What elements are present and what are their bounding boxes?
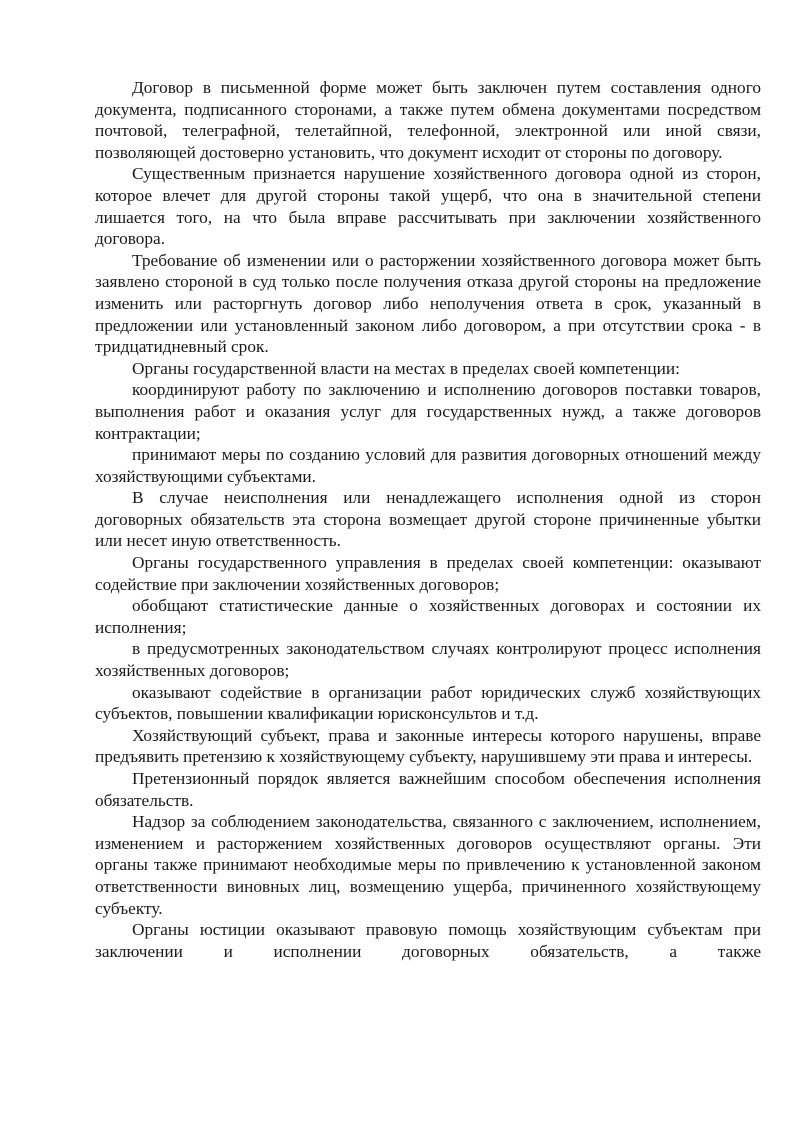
- paragraph: Органы государственного управления в пределах своей компетенции: оказывают содействие при заключении хозяйственных договоров;: [95, 553, 761, 594]
- paragraph: оказывают содействие в организации работ юридических служб хозяйствующих субъектов, повышении квалификации юрисконсультов и т.д.: [95, 682, 761, 724]
- paragraph: Надзор за соблюдением законодательства, связанного с заключением, исполнением, изменением и расторжением хозяйственных договоров осуществляют органы. Эти органы также принимают необходимые меры по привлечению к установленной законом ответственности виновных лиц, возмещению ущерба, причиненного хозяйствующему субъекту.: [95, 812, 761, 918]
- paragraph: в предусмотренных законодательством случаях контролируют процесс исполнения хозяйственных договоров;: [95, 639, 761, 681]
- paragraph: координируют работу по заключению и исполнению договоров поставки товаров, выполнения работ и оказания услуг для государственных нужд, а также договоров контрактации;: [95, 380, 761, 443]
- paragraph: принимают меры по созданию условий для развития договорных отношений между хозяйствующими субъектами.: [95, 445, 761, 486]
- paragraph-continued: Органы юстиции оказывают правовую помощь хозяйствующим субъектам при заключении и исполнении договорных обязательств, а также: [95, 920, 761, 961]
- paragraph: В случае неисполнения или ненадлежащего исполнения одной из сторон договорных обязательств эта сторона возмещает другой стороне причиненные убытки или несет иную ответственность.: [95, 488, 761, 551]
- paragraph: Существенным признается нарушение хозяйственного договора одной из сторон, которое влечет для другой стороны такой ущерб, что она в значительной степени лишается того, на что была вправе рассчитывать при заключении хозяйственного договора.: [95, 164, 761, 249]
- paragraph: Органы государственной власти на местах в пределах своей компетенции:: [132, 358, 680, 378]
- paragraph: обобщают статистические данные о хозяйственных договорах и состоянии их исполнения;: [95, 596, 761, 637]
- paragraph: Хозяйствующий субъект, права и законные интересы которого нарушены, вправе предъявить претензию к хозяйствующему субъекту, нарушившему эти права и интересы.: [95, 725, 761, 767]
- paragraph: Договор в письменной форме может быть заключен путем составления одного документа, подписанного сторонами, а также путем обмена документами посредством почтовой, телеграфной, телетайпной, телефонной, электронной или иной связи, позволяющей достоверно установить, что документ исходит от стороны по договору.: [95, 78, 761, 162]
- paragraph: Требование об изменении или о расторжении хозяйственного договора может быть заявлено стороной в суд только после получения отказа другой стороны на предложение изменить или расторгнуть договор либо неполучения ответа в срок, указанный в предложении или установленный законом либо договором, а при отсутствии срока - в тридцатидневный срок.: [95, 250, 761, 357]
- document-page: [95, 77, 761, 962]
- paragraph: Претензионный порядок является важнейшим способом обеспечения исполнения обязательств.: [95, 769, 761, 810]
